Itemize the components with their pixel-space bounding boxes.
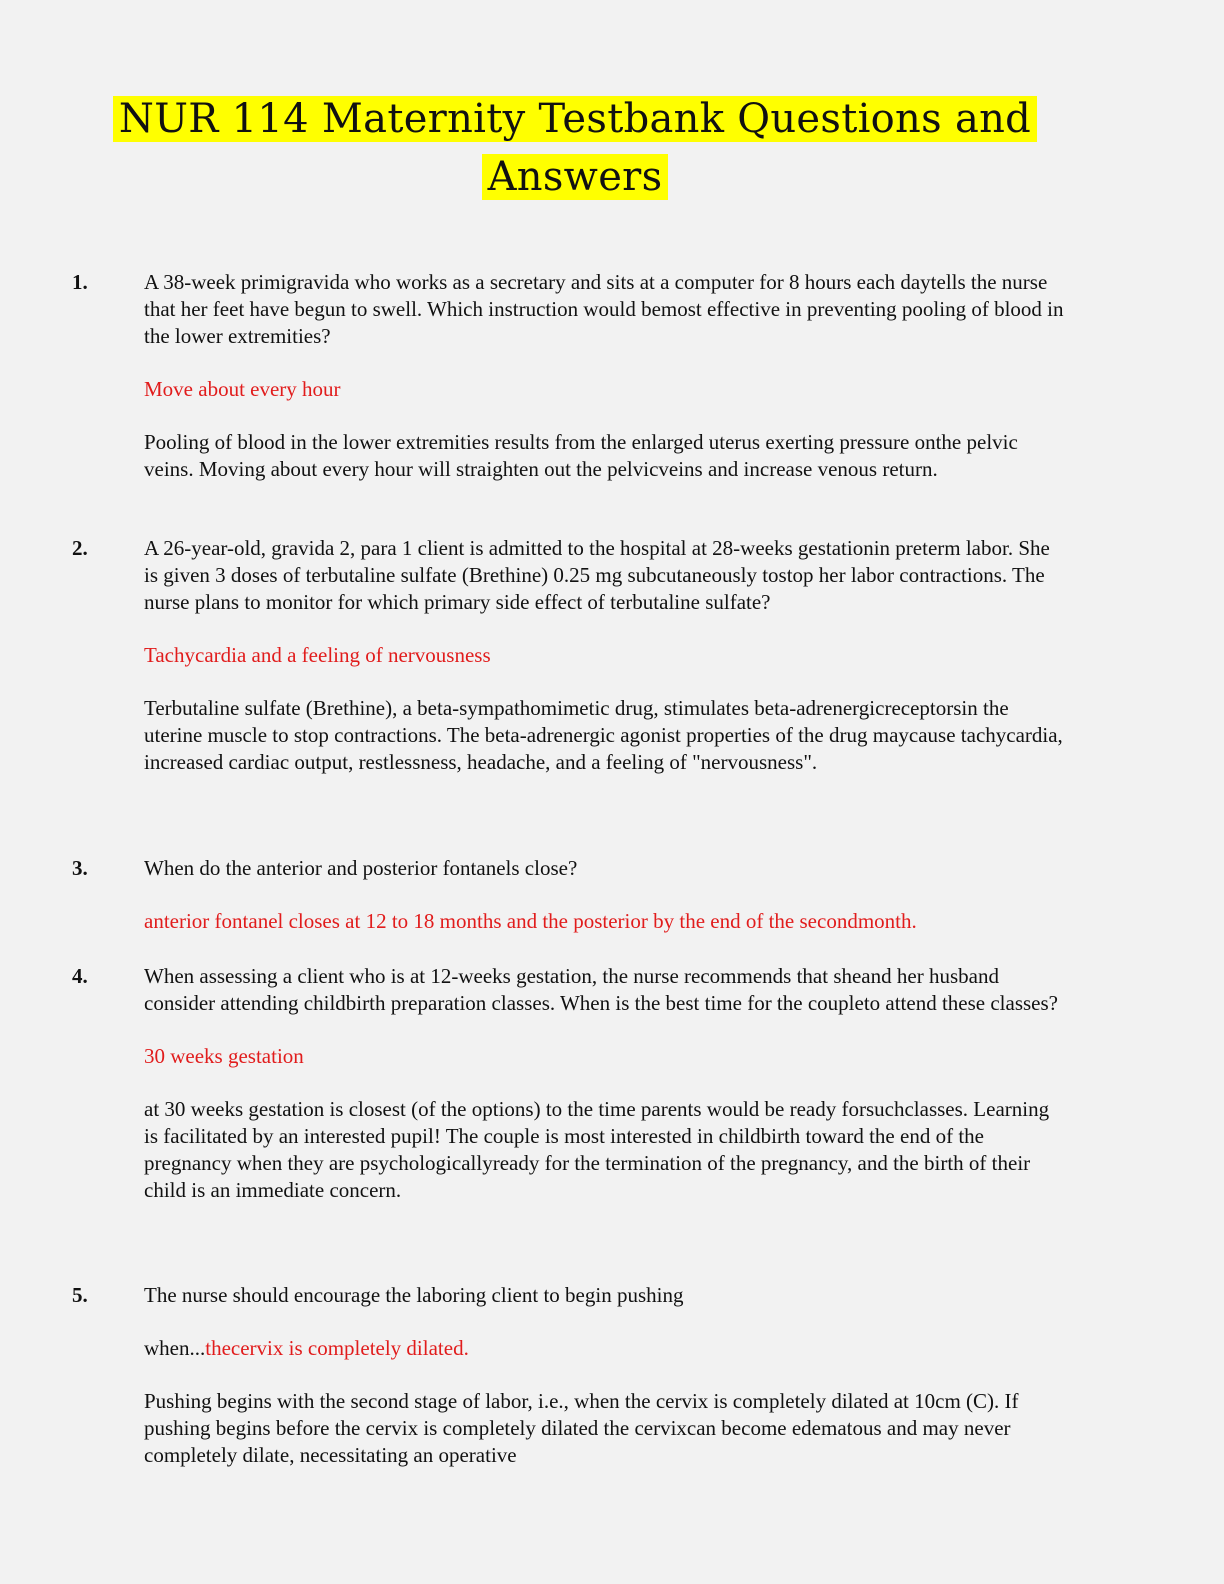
question-content [144,855,1064,961]
answer-text: thecervix is completely dilated. [205,1336,469,1360]
answer-text: Tachycardia and a feeling of nervousness [144,643,491,667]
explanation-text: Pooling of blood in the lower extremities results from the enlarged uterus exerting pressure onthe pelvic veins. Moving about every hour will straighten out the pelvicveins and increase venous return. [144,430,1018,481]
question-number: 5. [72,1283,88,1307]
answer-text: anterior fontanel closes at 12 to 18 months and the posterior by the end of the secondmonth. [144,909,917,933]
question-text: A 38-week primigravida who works as a secretary and sits at a computer for 8 hours each daytells the nurse that her feet have begun to swell. Which instruction would bemost effective in preventing pooling of blood in the lower extremities? [144,270,1064,348]
question-content [144,1282,1064,1495]
explanation-text: Pushing begins with the second stage of labor, i.e., when the cervix is completely dilated at 10cm (C). If pushing begins before the cervix is completely dilated the cervixcan become edematous and may never completely dilate, necessitating an operative [144,1389,1019,1467]
question-number: 2. [72,536,88,560]
question-text: A 26-year-old, gravida 2, para 1 client is admitted to the hospital at 28-weeks gestationin preterm labor. She is given 3 doses of terbutaline sulfate (Brethine) 0.25 mg subcutaneously tostop her labor contractions. The nurse plans to monitor for which primary side effect of terbutaline sulfate? [144,536,1050,614]
answer-line [144,1335,1064,1362]
question-content [144,535,1064,802]
question-content [144,963,1064,1230]
answer-text: Move about every hour [144,377,341,401]
question-text: The nurse should encourage the laboring client to begin pushing [144,1283,684,1307]
answer-prefix: when... [144,1336,206,1360]
question-number: 4. [72,964,88,988]
title-line-2: Answers [482,154,669,200]
question-text: When assessing a client who is at 12-weeks gestation, the nurse recommends that sheand her husband consider attending childbirth preparation classes. When is the best time for the coupleto attend these classes? [144,964,1058,1015]
explanation-text: Terbutaline sulfate (Brethine), a beta-sympathomimetic drug, stimulates beta-adrenergicreceptorsin the uterine muscle to stop contractions. The beta-adrenergic agonist properties of the drug maycause tachycardia, increased cardiac output, restlessness, headache, and a feeling of "nervousness". [144,696,1063,774]
question-number: 3. [72,856,88,880]
question-text: When do the anterior and posterior fontanels close? [144,856,578,880]
answer-text: 30 weeks gestation [144,1044,304,1068]
title-line-1: NUR 114 Maternity Testbank Questions and [113,96,1037,142]
explanation-text: at 30 weeks gestation is closest (of the options) to the time parents would be ready forsuchclasses. Learning is facilitated by an interested pupil! The couple is most interested in childbirth toward the end of the pregnancy when they are psychologicallyready for the termination of the pregnancy, and the birth of their child is an immediate concern. [144,1097,1050,1202]
document-title [0,90,1150,206]
question-number: 1. [72,270,88,294]
question-content [144,269,1064,509]
